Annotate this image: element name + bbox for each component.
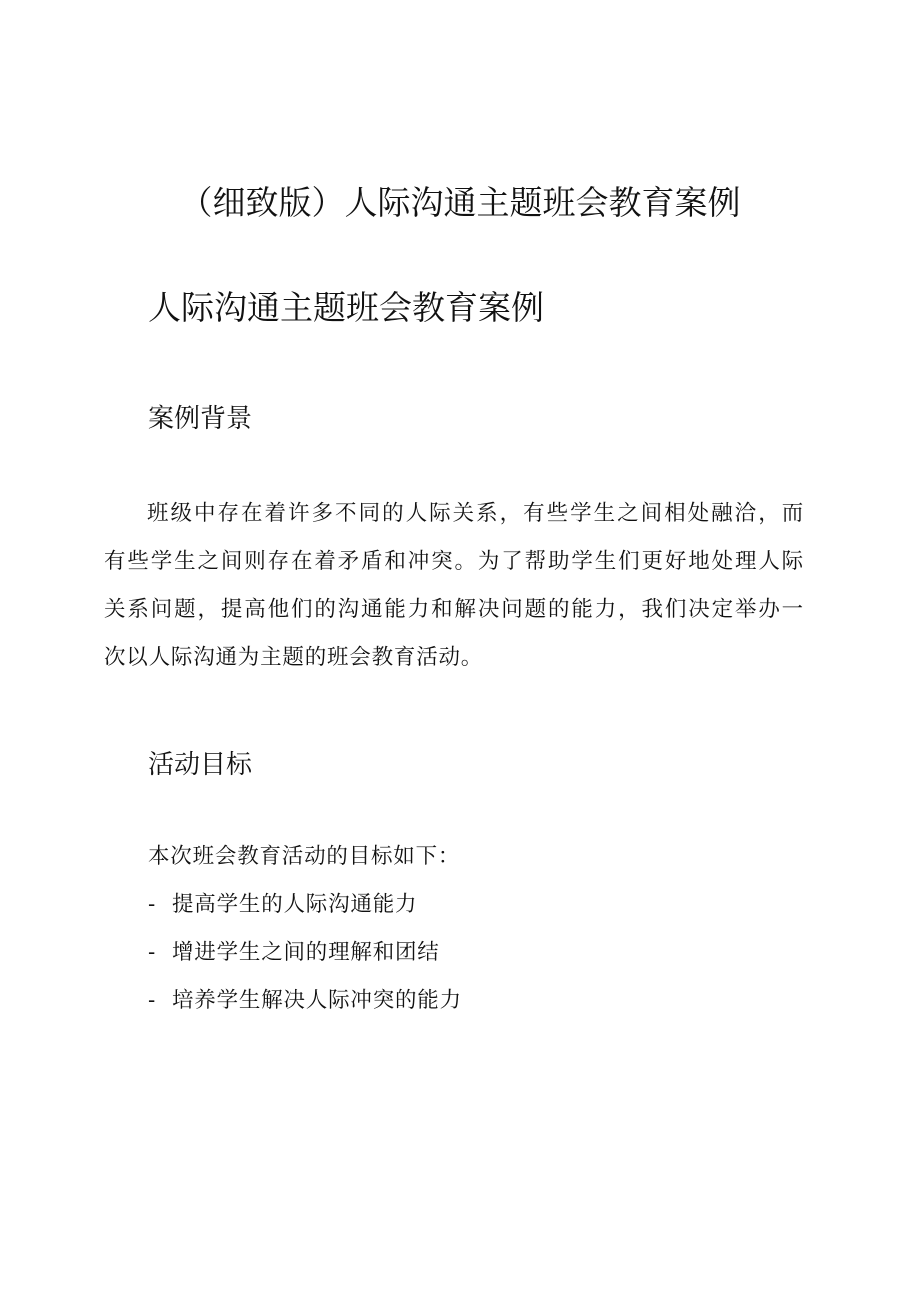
goals-intro: 本次班会教育活动的目标如下： [148, 844, 461, 869]
paragraph-line: 关系问题，提高他们的沟通能力和解决问题的能力，我们决定举办一 [104, 597, 804, 622]
list-item [148, 929, 462, 977]
document-title: 人际沟通主题班会教育案例 [148, 288, 544, 327]
paragraph-line: 班级中存在着许多不同的人际关系，有些学生之间相处融洽，而 [147, 501, 804, 526]
list-item [148, 881, 462, 929]
bullet-dash: - [148, 940, 157, 965]
goals-list [148, 881, 462, 1025]
list-item-text: 提高学生的人际沟通能力 [172, 892, 418, 917]
section-heading-background: 案例背景 [148, 404, 253, 434]
list-item-text: 增进学生之间的理解和团结 [172, 940, 440, 965]
list-item [148, 977, 462, 1025]
bullet-dash: - [148, 988, 157, 1013]
paragraph-line: 次以人际沟通为主题的班会教育活动。 [104, 645, 484, 670]
list-item-text: 培养学生解决人际冲突的能力 [172, 988, 462, 1013]
bullet-dash: - [148, 892, 157, 917]
main-title: （细致版）人际沟通主题班会教育案例 [179, 183, 741, 222]
section-heading-goals: 活动目标 [148, 750, 253, 780]
background-paragraph [104, 490, 804, 682]
paragraph-line: 有些学生之间则存在着矛盾和冲突。为了帮助学生们更好地处理人际 [104, 549, 804, 574]
